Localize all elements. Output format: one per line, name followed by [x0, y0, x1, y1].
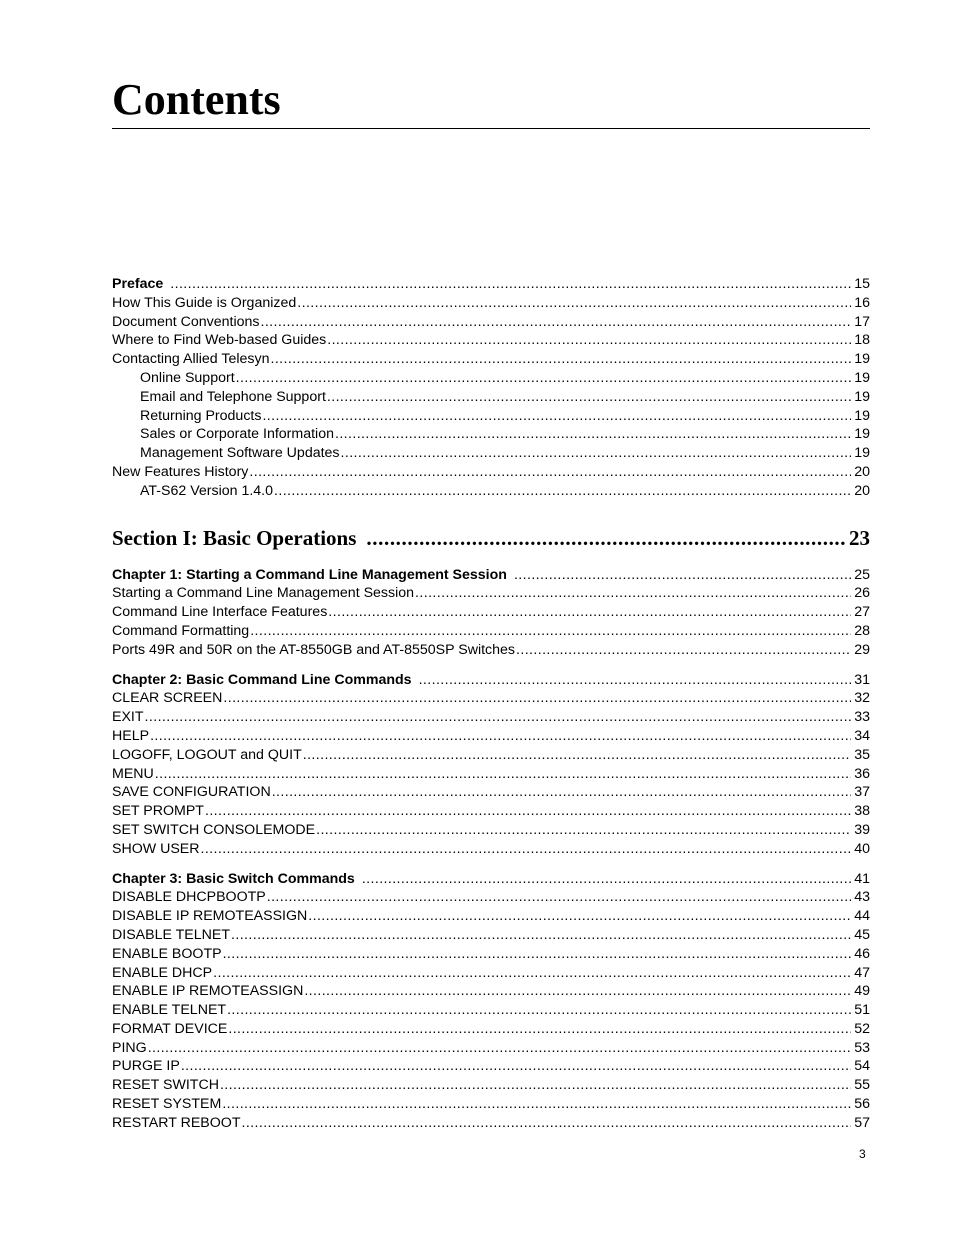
- toc-entry[interactable]: [112, 1057, 870, 1076]
- toc-dot-leader: [272, 783, 852, 802]
- toc-entry-page: 56: [854, 1096, 870, 1113]
- toc-entry[interactable]: [112, 407, 870, 426]
- toc-entry-label: Chapter 3: Basic Switch Commands: [112, 870, 355, 887]
- toc-entry[interactable]: [112, 369, 870, 388]
- toc-entry[interactable]: [112, 388, 870, 407]
- toc-entry-label: DISABLE DHCPBOOTP: [112, 889, 266, 906]
- toc-entry-page: 19: [854, 445, 870, 462]
- toc-entry-page: 57: [854, 1114, 870, 1131]
- toc-dot-leader: [303, 746, 851, 765]
- toc-entry[interactable]: [112, 1001, 870, 1020]
- toc-entry-page: 55: [854, 1077, 870, 1094]
- table-of-contents: [112, 275, 870, 1133]
- toc-dot-leader: [514, 566, 851, 585]
- toc-entry[interactable]: [112, 294, 870, 313]
- toc-entry-label: Starting a Command Line Management Session: [112, 585, 415, 602]
- toc-entry-page: 44: [854, 908, 870, 925]
- toc-entry[interactable]: [112, 1076, 870, 1095]
- toc-dot-leader: [419, 671, 852, 690]
- toc-entry-page: 20: [854, 482, 870, 499]
- toc-entry-label: Command Line Interface Features: [112, 604, 328, 621]
- toc-entry-page: 16: [854, 294, 870, 311]
- toc-entry-page: 17: [854, 313, 870, 330]
- toc-entry[interactable]: [112, 907, 870, 926]
- toc-entry-label: Preface: [112, 276, 164, 292]
- toc-entry-page: 18: [854, 332, 870, 349]
- toc-group-chapter-1: [112, 566, 870, 660]
- toc-dot-leader: [327, 388, 851, 407]
- toc-entry-label: ENABLE DHCP: [112, 964, 213, 981]
- toc-entry[interactable]: [112, 708, 870, 727]
- toc-dot-leader: [222, 1095, 851, 1114]
- toc-entry-label: RESET SWITCH: [112, 1077, 219, 1094]
- toc-entry-label: Online Support: [140, 369, 235, 386]
- toc-entry-label: Where to Find Web-based Guides: [112, 332, 327, 349]
- toc-entry-label: RESTART REBOOT: [112, 1114, 241, 1131]
- toc-entry-label: FORMAT DEVICE: [112, 1020, 228, 1037]
- toc-entry-page: 40: [854, 840, 870, 857]
- toc-dot-leader: [327, 331, 851, 350]
- toc-entry[interactable]: [112, 444, 870, 463]
- toc-entry-page: 19: [854, 407, 870, 424]
- toc-entry-page: 33: [854, 709, 870, 726]
- toc-entry-label: Chapter 2: Basic Command Line Commands: [112, 671, 412, 688]
- toc-chapter-entry[interactable]: [112, 671, 870, 690]
- toc-dot-leader: [249, 463, 851, 482]
- toc-dot-leader: [415, 584, 851, 603]
- toc-dot-leader: [316, 821, 851, 840]
- toc-dot-leader: [262, 407, 851, 426]
- toc-entry-label: LOGOFF, LOGOUT and QUIT: [112, 746, 302, 763]
- toc-entry[interactable]: [112, 622, 870, 641]
- toc-group-chapter-3: [112, 870, 870, 1133]
- toc-entry-page: 39: [854, 821, 870, 838]
- toc-entry-label: ENABLE BOOTP: [112, 945, 222, 962]
- toc-dot-leader: [366, 520, 846, 556]
- page-title: Contents: [112, 75, 281, 124]
- toc-entry-label: AT-S62 Version 1.4.0: [140, 482, 274, 499]
- toc-dot-leader: [335, 425, 851, 444]
- toc-entry-page: 41: [854, 870, 870, 887]
- toc-dot-leader: [236, 369, 852, 388]
- toc-entry-page: 32: [854, 690, 870, 707]
- toc-dot-leader: [341, 444, 852, 463]
- toc-entry-label: ENABLE TELNET: [112, 1002, 227, 1019]
- toc-entry-label: Sales or Corporate Information: [140, 426, 334, 443]
- toc-dot-leader: [328, 603, 851, 622]
- toc-entry[interactable]: [112, 331, 870, 350]
- toc-entry[interactable]: [112, 1039, 870, 1058]
- toc-entry[interactable]: [112, 603, 870, 622]
- toc-entry[interactable]: [112, 350, 870, 369]
- toc-entry[interactable]: [112, 1095, 870, 1114]
- toc-dot-leader: [250, 622, 851, 641]
- toc-entry-label: ENABLE IP REMOTEASSIGN: [112, 983, 304, 1000]
- toc-entry-label: SHOW USER: [112, 840, 200, 857]
- toc-chapter-entry[interactable]: [112, 275, 870, 294]
- toc-entry[interactable]: [112, 1114, 870, 1133]
- toc-entry-page: 19: [854, 351, 870, 368]
- toc-entry-page: 45: [854, 926, 870, 943]
- toc-entry-label: Command Formatting: [112, 622, 250, 639]
- toc-dot-leader: [297, 294, 851, 313]
- toc-entry-page: 20: [854, 463, 870, 480]
- toc-dot-leader: [242, 1114, 852, 1133]
- toc-entry-label: DISABLE IP REMOTEASSIGN: [112, 908, 308, 925]
- toc-entry-label: CLEAR SCREEN: [112, 690, 223, 707]
- toc-entry-label: EXIT: [112, 709, 144, 726]
- toc-entry-page: 25: [854, 566, 870, 583]
- toc-dot-leader: [260, 313, 851, 332]
- page-number: 3: [859, 1147, 866, 1161]
- toc-entry[interactable]: [112, 425, 870, 444]
- toc-entry[interactable]: [112, 840, 870, 859]
- toc-entry[interactable]: [112, 727, 870, 746]
- toc-entry[interactable]: [112, 313, 870, 332]
- toc-entry-page: 47: [854, 964, 870, 981]
- toc-section-page: 23: [849, 525, 870, 550]
- toc-entry-page: 19: [854, 426, 870, 443]
- toc-entry-label: PING: [112, 1039, 147, 1056]
- toc-entry-label: Email and Telephone Support: [140, 388, 326, 405]
- toc-entry-page: 29: [854, 641, 870, 658]
- toc-entry-page: 28: [854, 622, 870, 639]
- toc-entry[interactable]: [112, 888, 870, 907]
- toc-entry[interactable]: [112, 926, 870, 945]
- title-rule: [112, 128, 870, 129]
- toc-entry[interactable]: [112, 463, 870, 482]
- toc-entry-label: SAVE CONFIGURATION: [112, 784, 271, 801]
- toc-entry-page: 53: [854, 1039, 870, 1056]
- toc-entry-label: How This Guide is Organized: [112, 294, 297, 311]
- toc-entry-page: 15: [854, 276, 870, 292]
- toc-dot-leader: [267, 888, 851, 907]
- toc-entry[interactable]: [112, 821, 870, 840]
- toc-dot-leader: [220, 1076, 851, 1095]
- toc-entry[interactable]: [112, 802, 870, 821]
- toc-dot-leader: [213, 964, 851, 983]
- toc-chapter-entry[interactable]: [112, 870, 870, 889]
- toc-entry[interactable]: [112, 746, 870, 765]
- toc-entry-label: RESET SYSTEM: [112, 1096, 222, 1113]
- toc-entry-page: 51: [854, 1002, 870, 1019]
- toc-dot-leader: [201, 840, 852, 859]
- toc-entry-page: 54: [854, 1058, 870, 1075]
- toc-entry[interactable]: [112, 964, 870, 983]
- toc-dot-leader: [231, 926, 851, 945]
- toc-entry-label: Management Software Updates: [140, 445, 340, 462]
- toc-entry[interactable]: [112, 945, 870, 964]
- toc-entry[interactable]: [112, 1020, 870, 1039]
- toc-group-chapter-2: [112, 671, 870, 859]
- toc-entry-page: 37: [854, 784, 870, 801]
- toc-entry-label: Chapter 1: Starting a Command Line Management Session: [112, 566, 507, 583]
- toc-entry-page: 46: [854, 945, 870, 962]
- toc-dot-leader: [274, 482, 851, 501]
- toc-entry-label: PURGE IP: [112, 1058, 180, 1075]
- toc-dot-leader: [270, 350, 851, 369]
- toc-entry-page: 43: [854, 889, 870, 906]
- toc-dot-leader: [205, 802, 851, 821]
- toc-entry-page: 19: [854, 369, 870, 386]
- toc-entry-page: 27: [854, 604, 870, 621]
- toc-entry-page: 36: [854, 765, 870, 782]
- toc-entry-label: MENU: [112, 765, 154, 782]
- toc-dot-leader: [148, 1039, 852, 1058]
- toc-entry-page: 52: [854, 1020, 870, 1037]
- toc-entry-label: HELP: [112, 727, 150, 744]
- toc-entry-page: 26: [854, 585, 870, 602]
- toc-entry-label: New Features History: [112, 463, 249, 480]
- toc-dot-leader: [145, 708, 852, 727]
- toc-dot-leader: [516, 641, 851, 660]
- toc-entry[interactable]: [112, 765, 870, 784]
- toc-dot-leader: [223, 945, 852, 964]
- toc-entry-label: SET SWITCH CONSOLEMODE: [112, 821, 316, 838]
- toc-entry[interactable]: [112, 584, 870, 603]
- toc-dot-leader: [308, 907, 851, 926]
- toc-entry-label: DISABLE TELNET: [112, 926, 231, 943]
- toc-entry-page: 19: [854, 388, 870, 405]
- toc-group-preface: [112, 275, 870, 501]
- toc-section-label: Section I: Basic Operations: [112, 525, 357, 550]
- toc-section-entry[interactable]: [112, 520, 870, 556]
- toc-entry-page: 35: [854, 746, 870, 763]
- toc-chapter-entry[interactable]: [112, 566, 870, 585]
- toc-dot-leader: [227, 1001, 851, 1020]
- toc-entry-label: Document Conventions: [112, 313, 260, 330]
- toc-entry-page: 31: [854, 671, 870, 688]
- toc-dot-leader: [181, 1057, 851, 1076]
- toc-dot-leader: [170, 275, 851, 294]
- toc-entry-page: 49: [854, 983, 870, 1000]
- toc-dot-leader: [223, 689, 851, 708]
- toc-entry-page: 38: [854, 803, 870, 820]
- toc-entry-label: Ports 49R and 50R on the AT-8550GB and AT-8550SP Switches: [112, 641, 516, 658]
- toc-dot-leader: [150, 727, 851, 746]
- toc-entry-label: SET PROMPT: [112, 803, 204, 820]
- toc-entry-label: Contacting Allied Telesyn: [112, 351, 270, 368]
- toc-dot-leader: [362, 870, 851, 889]
- toc-dot-leader: [228, 1020, 851, 1039]
- toc-dot-leader: [155, 765, 851, 784]
- toc-entry[interactable]: [112, 641, 870, 660]
- toc-entry[interactable]: [112, 982, 870, 1001]
- toc-dot-leader: [304, 982, 851, 1001]
- toc-entry[interactable]: [112, 482, 870, 501]
- toc-entry[interactable]: [112, 689, 870, 708]
- toc-entry-page: 34: [854, 727, 870, 744]
- toc-entry[interactable]: [112, 783, 870, 802]
- toc-entry-label: Returning Products: [140, 407, 262, 424]
